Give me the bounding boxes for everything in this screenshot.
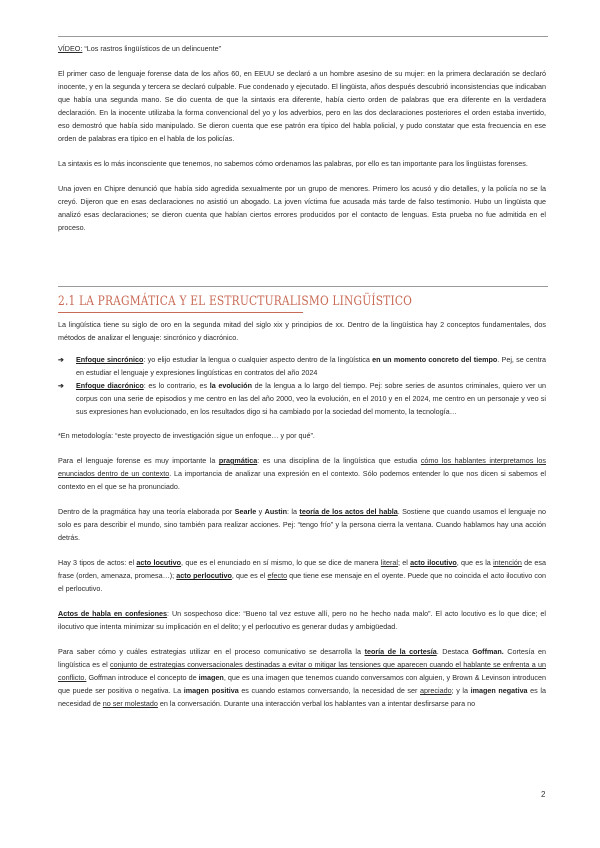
text: : es una disciplina de la lingüística que estudia xyxy=(257,456,421,465)
list-item xyxy=(58,353,546,379)
bullet-term: Enfoque diacrónico xyxy=(76,381,144,390)
video-title: “Los rastros lingüísticos de un delincuente” xyxy=(82,44,222,53)
paragraph-2: La sintaxis es lo más inconsciente que tenemos, no sabemos cómo ordenamos las palabras, por ello es tan importante para los lingüistas forenses. xyxy=(58,159,528,168)
text: es cuando estamos conversando, la necesidad de ser xyxy=(238,686,421,695)
paragraph-9 xyxy=(58,607,546,633)
term-locutivo: acto locutivo xyxy=(136,558,182,567)
bullet-text: de la lengua a lo largo del tiempo. Pej: sobre series de asuntos criminales, quiero ver un corpus con una serie de episodios y me centro en las del año 2000, veo la evolución, en el 2010 y en el 2024, me centro en un personaje y veo si sus expresiones han evolucionado, en los resultados digo si ha cambiado por la sociedad del momento, la tecnología… xyxy=(76,381,547,416)
text: , que es una imagen que tenemos cuando conversamos con alguien, y Brown & Levinson introducen que puede ser positiva o negativa. La xyxy=(58,673,546,695)
concept-list xyxy=(58,353,546,418)
heading-underline xyxy=(58,312,303,313)
paragraph-10 xyxy=(58,645,546,710)
term-cortesia: teoría de la cortesía xyxy=(364,647,437,656)
top-rule xyxy=(58,36,548,37)
paragraph-6 xyxy=(58,454,546,493)
bullet-bold: en un momento concreto del tiempo xyxy=(372,355,498,364)
text: : Un sospechoso dice: “Bueno tal vez estuve allí, pero no he hecho nada malo”. El acto locutivo es lo que dice; el ilocutivo que intenta minimizar su implicación en el delito; y el perlocutivo es generar dudas y ambigüedad. xyxy=(58,609,546,631)
text: . La importancia de analizar una expresión en el contexto. Sólo podemos entender lo que nos dicen si sabemos el contexto en el que se ha pronunciado. xyxy=(58,469,546,491)
paragraph-5: *En metodología: “este proyecto de investigación sigue un enfoque… y por qué”. xyxy=(58,431,315,440)
text: , que es el xyxy=(231,571,268,580)
text: . Destaca xyxy=(436,647,473,656)
term-perlocutivo: acto perlocutivo xyxy=(176,571,232,580)
paragraph-7 xyxy=(58,505,546,544)
underlined-text: conjunto de estrategias conversacionales destinadas a evitar o mitigar las tensiones que aparecen cuando el hablante se enfrenta a un conflicto. xyxy=(58,660,546,682)
text: Para saber cómo y cuáles estrategias utilizar en el proceso comunicativo se desarrolla la xyxy=(58,647,365,656)
underlined-text: cómo los hablantes interpretamos los enunciados dentro de un contexto xyxy=(58,456,546,478)
text: : la xyxy=(287,507,300,516)
text: , que es la xyxy=(456,558,494,567)
paragraph-1: El primer caso de lenguaje forense data de los años 60, en EEUU se declaró a un hombre asesino de su mujer: en la primera declaración se declaró inocente, y en la segunda y tercera se declaró culpable. Fue condenado y ejecutado. El lingüista, años después descubrió inconsistencias que indicaban que había una segunda mano. Se dio cuenta de que la sintaxis era diferente, había cierto orden de palabras que era diferente en la verdadera declaración. En la inocente utilizaba la forma convencional del yo y los adverbios, pero en las dos declaraciones posteriores el orden estaba invertido, eso demostró que había sido manipulado. Se dieron cuenta que ese patrón era típico del habla policial, y pudo constatar que esta frecuencia en ese orden de palabras era típico en el habla de los policías. xyxy=(58,69,546,143)
underlined-text: apreciado xyxy=(420,686,452,695)
bullet-text: : yo elijo estudiar la lengua o cualquier aspecto dentro de la lingüística xyxy=(143,355,373,364)
page-number: 2 xyxy=(541,790,546,799)
text: ; y la xyxy=(451,686,471,695)
section-heading: 2.1 LA PRAGMÁTICA Y EL ESTRUCTURALISMO LINGÜÍSTICO xyxy=(58,294,413,309)
term-imagen-negativa: imagen negativa xyxy=(470,686,528,695)
block-section xyxy=(58,318,546,710)
video-label: VÍDEO: xyxy=(58,44,83,53)
text: Dentro de la pragmática hay una teoría elaborada por xyxy=(58,507,235,516)
author-searle: Searle xyxy=(234,507,257,516)
bullet-text: . Pej, se centra en estudiar el lenguaje y expresiones lingüísticas en contratos del año 2024 xyxy=(76,355,546,377)
text: Goffman introduce el concepto de xyxy=(86,673,199,682)
underlined-text: literal xyxy=(380,558,398,567)
block-top xyxy=(58,42,546,234)
text: Cortesía en lingüística es el xyxy=(58,647,547,669)
text: que tiene ese mensaje en el oyente. Puede que no coincida el acto ilocutivo con el perlocutivo. xyxy=(58,571,546,593)
term-confesiones: Actos de habla en confesiones xyxy=(58,609,168,618)
text: en la conversación. Durante una interacción verbal los hablantes van a intentar desfirsarse para no xyxy=(157,699,476,708)
paragraph-3: Una joven en Chipre denunció que había sido agredida sexualmente por un grupo de menores. Primero los acusó y dio detalles, y la policía no se la creyó. Dijeron que en esas declaraciones no asistió un abogado. La joven víctima fue acusada más tarde de falso testimonio. Hubo un lingüista que analizó esas declaraciones; se dieron cuenta que habían ciertos errores producidos por el contacto de lenguas. Esta prueba no fue admitida en el proceso. xyxy=(58,184,546,232)
text: . Sostiene que cuando usamos el lenguaje no solo es para describir el mundo, sino también para realizar acciones. Pej: “tengo frío” y la persona cierra la ventana. Cuando hablamos hay una acción detrás. xyxy=(58,507,547,542)
bullet-term: Enfoque sincrónico xyxy=(76,355,144,364)
arrow-icon: ➔ xyxy=(58,381,65,390)
term-ilocutivo: acto ilocutivo xyxy=(410,558,457,567)
term-imagen-positiva: imagen positiva xyxy=(183,686,239,695)
list-item xyxy=(58,379,546,418)
text: y xyxy=(256,507,265,516)
paragraph-8 xyxy=(58,556,546,595)
section-rule xyxy=(58,286,548,287)
video-line xyxy=(58,42,546,55)
author-austin: Austin xyxy=(264,507,288,516)
term-pragmatica: pragmática xyxy=(218,456,258,465)
text: ; el xyxy=(397,558,411,567)
arrow-icon: ➔ xyxy=(58,355,65,364)
text: , que es el enunciado en sí mismo, lo que se dice de manera xyxy=(181,558,381,567)
text: es la necesidad de xyxy=(58,686,546,708)
bullet-text: : es lo contrario, es xyxy=(143,381,210,390)
paragraph-4: La lingüística tiene su siglo de oro en la segunda mitad del siglo xix y principios de xx. Dentro de la lingüística hay 2 conceptos fundamentales, dos métodos de analizar el lenguaje: sincrónico y diacrónico. xyxy=(58,320,546,342)
underlined-text: efecto xyxy=(267,571,288,580)
bullet-bold: la evolución xyxy=(209,381,252,390)
text: de esa frase (orden, amenaza, promesa…); xyxy=(58,558,547,580)
author-goffman: Goffman. xyxy=(472,647,504,656)
underlined-text: intención xyxy=(493,558,522,567)
term-imagen: imagen xyxy=(198,673,224,682)
text: Hay 3 tipos de actos: el xyxy=(58,558,137,567)
underlined-text: no ser molestado xyxy=(102,699,158,708)
text: Para el lenguaje forense es muy importante la xyxy=(58,456,219,465)
term-actos-habla: teoría de los actos del habla xyxy=(299,507,398,516)
